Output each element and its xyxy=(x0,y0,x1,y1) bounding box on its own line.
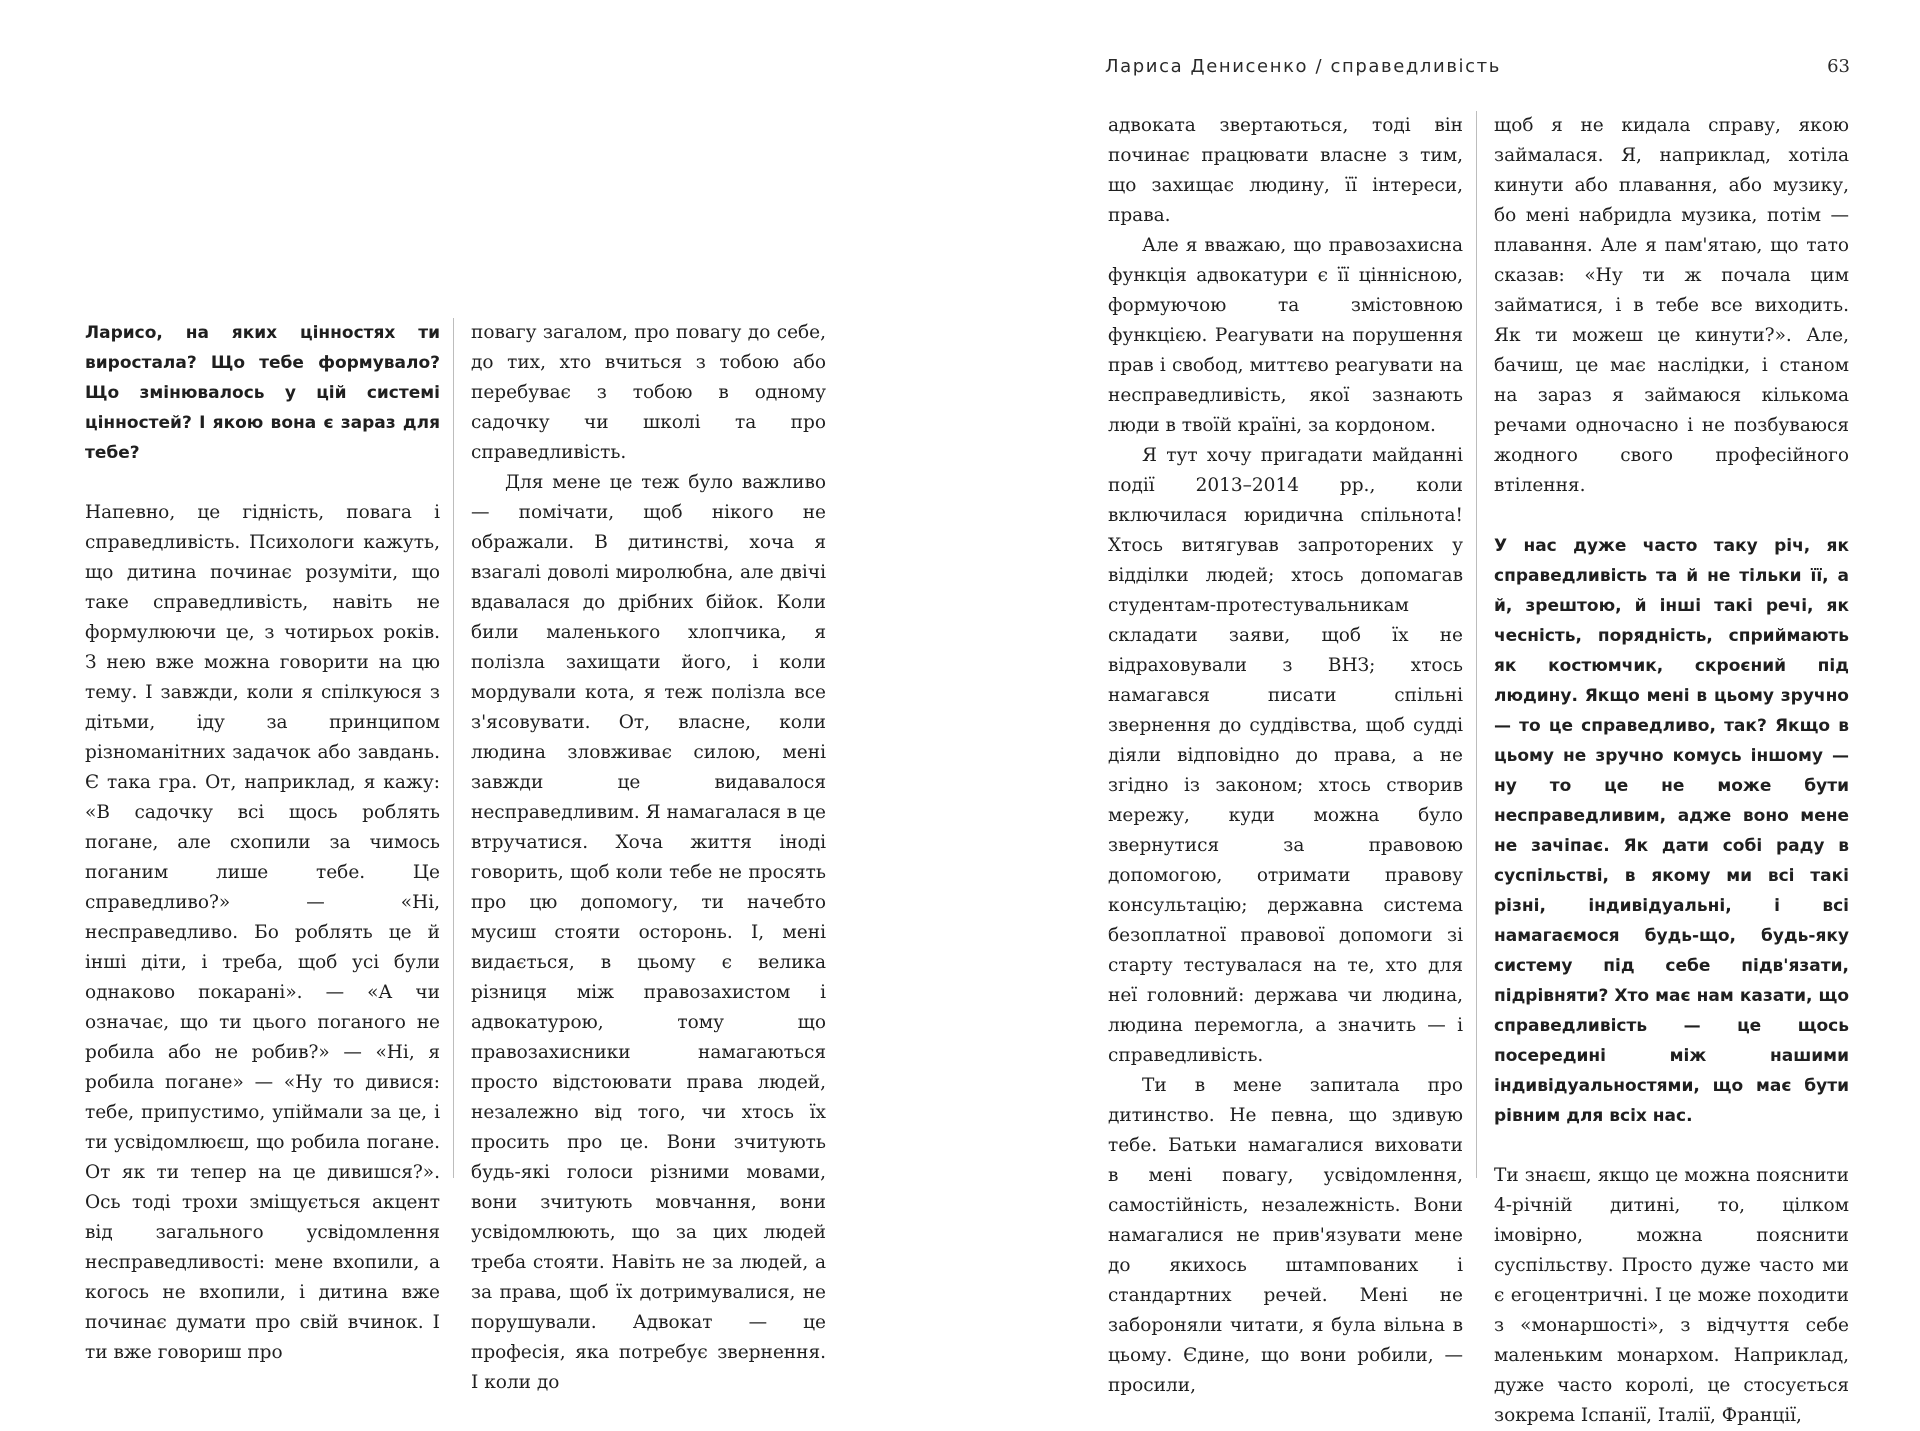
left-page-column-1 xyxy=(85,318,440,1368)
answer-paragraph: щоб я не кидала справу, якою займалася. Я, наприклад, хотіла кинути або плавання, або музику, бо мені набридла музика, потім — плавання. Але я пам'ятаю, що тато сказав: «Ну ти ж почала цим займатися, і в тебе все виходить. Як ти можеш це кинути?». Але, бачиш, це має наслідки, і станом на зараз я займаюся кількома речами одночасно і не позбуваюся жодного свого професійного втілення. xyxy=(1494,115,1849,496)
answer-paragraph: Я тут хочу пригадати майданні події 2013–2014 рр., коли включилася юридична спільнота! Хтось витягував запроторених у відділки людей; хтось допомагав студентам-протестувальникам складати заяви, щоб їх не відраховували з ВНЗ; хтось намагався писати спільні звернення до суддівства, щоб судді діяли відповідно до права, а не згідно із законом; хтось створив мережу, куди можна було звернутися за правовою допомогою, отримати правову консультацію; державна система безоплатної правової допомоги зі старту тестувалася на те, хто для неї головний: держава чи людина, людина перемогла, а значить — і справедливість. xyxy=(1108,445,1463,1066)
left-page-column-2 xyxy=(471,318,826,1398)
answer-paragraph: Напевно, це гідність, повага і справедливість. Психологи кажуть, що дитина починає розуміти, що таке справедливість, навіть не формулюючи це, з чотирьох років. З нею вже можна говорити на цю тему. І завжди, коли я спілкуюся з дітьми, іду за принципом різноманітних задачок або завдань. Є така гра. От, наприклад, я кажу: «В садочку всі щось роблять погане, але схопили за чимось поганим лише тебе. Це справедливо?» — «Ні, несправедливо. Бо роблять це й інші діти, і треба, щоб усі були однаково покарані». — «А чи означає, що ти цього поганого не робила або не робив?» — «Ні, я робила погане» — «Ну то дивися: тебе, припустимо, упіймали за це, і ти усвідомлюєш, що робила погане. От як ти тепер на це дивишся?». Ось тоді трохи зміщується акцент від загального усвідомлення несправедливості: мене вхопили, а когось не вхопили, і дитина вже починає думати про свій вчинок. І ти вже говориш про xyxy=(85,502,440,1363)
answer-paragraph: Для мене це теж було важливо — помічати, щоб нікого не ображали. В дитинстві, хоча я взагалі доволі миролюбна, але двічі вдавалася до дрібних бійок. Коли били маленького хлопчика, я полізла захищати його, і коли мордували кота, я теж полізла все з'ясовувати. От, власне, коли людина зловживає силою, мені завжди це видавалося несправедливим. Я намагалася в це втручатися. Хоча життя іноді говорить, щоб коли тебе не просять про цю допомогу, ти начебто мусиш стояти осторонь. І, мені видається, в цьому є велика різниця між правозахистом і адвокатурою, тому що правозахисники намагаються просто відстоювати права людей, незалежно від того, чи хтось їх просить про це. Вони зчитують будь-які голоси різними мовами, вони зчитують мовчання, вони усвідомлюють, що за цих людей треба стояти. Навіть не за людей, а за права, щоб їх дотримувалися, не порушували. Адвокат — це професія, яка потребує звернення. І коли до xyxy=(471,472,826,1393)
answer-paragraph: Ти в мене запитала про дитинство. Не певна, що здивую тебе. Батьки намагалися виховати в мені повагу, усвідомлення, самостійність, незалежність. Вони намагалися не прив'язувати мене до якихось штампованих і стандартних речей. Мені не забороняли читати, я була вільна в цьому. Єдине, що вони робили, — просили, xyxy=(1108,1075,1463,1396)
answer-paragraph: повагу загалом, про повагу до себе, до тих, хто вчиться з тобою або перебуває з тобою в одному садочку чи школі та про справедливість. xyxy=(471,322,826,463)
right-page-column-2 xyxy=(1494,111,1849,1431)
interview-question: Ларисо, на яких цінностях ти виростала? Що тебе формувало? Що змінювалось у цій системі цінностей? І якою вона є зараз для тебе? xyxy=(85,323,440,463)
right-page-column-1 xyxy=(1108,111,1463,1401)
answer-paragraph: адвоката звертаються, тоді він починає працювати власне з тим, що захищає людину, її інтереси, права. xyxy=(1108,115,1463,226)
column-divider xyxy=(1476,111,1477,1178)
answer-paragraph: Ти знаєш, якщо це можна пояснити 4-річній дитині, то, цілком імовірно, можна пояснити суспільству. Просто дуже часто ми є егоцентричні. І це може походити з «монаршості», з відчуття себе маленьким монархом. Наприклад, дуже часто королі, це стосується зокрема Іспанії, Італії, Франції, xyxy=(1494,1165,1849,1426)
answer-paragraph: Але я вважаю, що правозахисна функція адвокатури є її ціннісною, формуючою та змістовною функцією. Реагувати на порушення прав і свобод, миттєво реагувати на несправедливість, якої зазнають люди в твоїй країні, за кордоном. xyxy=(1108,235,1463,436)
running-title: Лариса Денисенко / справедливість xyxy=(1105,56,1501,77)
interview-question: У нас дуже часто таку річ, як справедливість та й не тільки її, а й, зрештою, й інші такі речі, як чесність, порядність, сприймають як костюмчик, скроєний під людину. Якщо мені в цьому зручно — то це справедливо, так? Якщо в цьому не зручно комусь іншому — ну то це не може бути несправедливим, адже воно мене не зачіпає. Як дати собі раду в суспільстві, в якому ми всі такі різні, індивідуальні, і всі намагаємося будь-що, будь-яку систему під себе підв'язати, підрівняти? Хто має нам казати, що справедливість — це щось посередині між нашими індивідуальностями, що має бути рівним для всіх нас. xyxy=(1494,536,1849,1126)
column-divider xyxy=(453,318,454,1178)
page-number: 63 xyxy=(1827,56,1850,77)
running-header xyxy=(1105,56,1850,77)
